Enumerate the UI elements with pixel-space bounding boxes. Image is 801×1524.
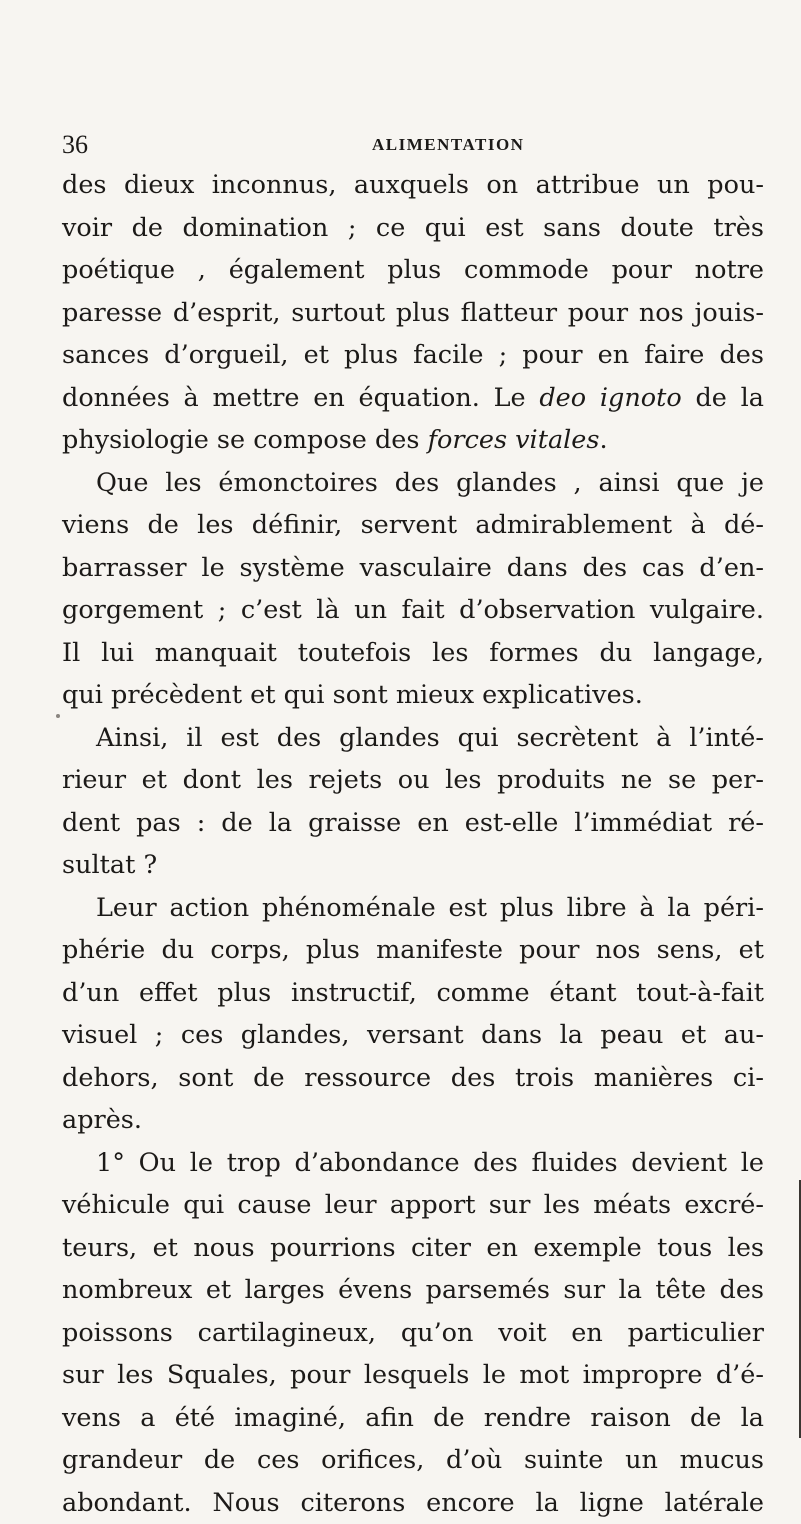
text-line: des dieux inconnus, auxquels on attribue un pou- — [62, 164, 764, 207]
text-line: Que les émonctoires des glandes , ainsi que je — [62, 462, 764, 505]
text-line: sur les Squales, pour lesquels le mot impropre d’é- — [62, 1354, 764, 1397]
text-line: abondant. Nous citerons encore la ligne latérale — [62, 1482, 764, 1524]
text-line: vens a été imaginé, afin de rendre raison de la — [62, 1397, 764, 1440]
text-line: paresse d’esprit, surtout plus flatteur pour nos jouis- — [62, 292, 764, 335]
text-line: après. — [62, 1099, 764, 1142]
text-line: Ainsi, il est des glandes qui secrètent à l’inté- — [62, 717, 764, 760]
running-head: ALIMENTATION — [372, 132, 524, 158]
text-line: rieur et dont les rejets ou les produits ne se per- — [62, 759, 764, 802]
text-line: phérie du corps, plus manifeste pour nos sens, et — [62, 929, 764, 972]
text-line: qui précèdent et qui sont mieux explicatives. — [62, 674, 764, 717]
text-segment: données à mettre en équation. Le — [62, 383, 539, 413]
text-line: nombreux et larges évens parsemés sur la tête des — [62, 1269, 764, 1312]
italic-phrase: forces vitales — [428, 425, 600, 455]
italic-phrase: deo ignoto — [539, 383, 681, 413]
page-header — [62, 128, 762, 162]
page-number: 36 — [62, 128, 88, 162]
text-line: barrasser le système vasculaire dans des cas d’en- — [62, 547, 764, 590]
text-line: teurs, et nous pourrions citer en exemple tous les — [62, 1227, 764, 1270]
body-text — [62, 164, 764, 1524]
text-line: dent pas : de la graisse en est-elle l’immédiat ré- — [62, 802, 764, 845]
text-line: viens de les définir, servent admirablement à dé- — [62, 504, 764, 547]
text-line: grandeur de ces orifices, d’où suinte un mucus — [62, 1439, 764, 1482]
text-line: Leur action phénoménale est plus libre à la péri- — [62, 887, 764, 930]
text-line: dehors, sont de ressource des trois manières ci- — [62, 1057, 764, 1100]
text-line: gorgement ; c’est là un fait d’observation vulgaire. — [62, 589, 764, 632]
text-segment: de la — [682, 383, 764, 413]
text-line: sances d’orgueil, et plus facile ; pour en faire des — [62, 334, 764, 377]
text-line: Il lui manquait toutefois les formes du langage, — [62, 632, 764, 675]
text-line: poétique , également plus commode pour notre — [62, 249, 764, 292]
text-line: sultat ? — [62, 844, 764, 887]
text-segment: physiologie se compose des — [62, 425, 428, 455]
text-line — [62, 377, 764, 420]
text-line: véhicule qui cause leur apport sur les méats excré- — [62, 1184, 764, 1227]
text-line: visuel ; ces glandes, versant dans la peau et au- — [62, 1014, 764, 1057]
text-line — [62, 419, 764, 462]
text-segment: . — [599, 425, 607, 455]
text-line: d’un effet plus instructif, comme étant tout-à-fait — [62, 972, 764, 1015]
text-line: 1° Ou le trop d’abondance des fluides devient le — [62, 1142, 764, 1185]
text-line: poissons cartilagineux, qu’on voit en particulier — [62, 1312, 764, 1355]
paper-speck — [56, 714, 60, 718]
text-line: voir de domination ; ce qui est sans doute très — [62, 207, 764, 250]
